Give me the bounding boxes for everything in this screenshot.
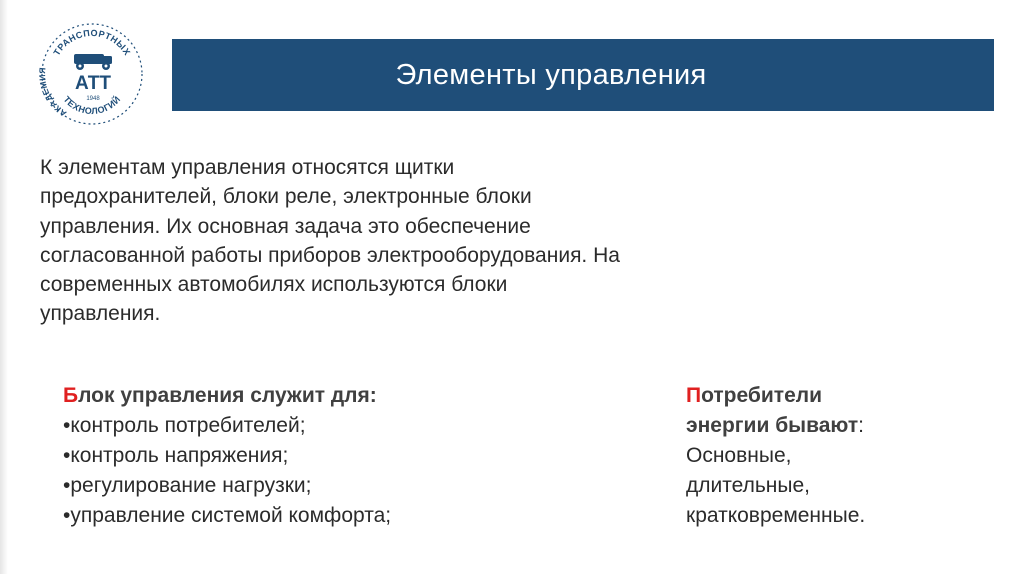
control-unit-list (63, 411, 583, 531)
intro-line: современных автомобилях используются блоки (40, 273, 508, 297)
slide-edge-shadow (0, 0, 8, 574)
control-unit-heading (63, 381, 583, 411)
consumers-block (686, 381, 986, 531)
title-bar (172, 39, 994, 111)
logo-ring-text-top: ТРАНСПОРТНЫХ (51, 27, 133, 58)
control-unit-block (63, 381, 583, 531)
logo-ring-text-left: АКАДЕМИЯ (36, 66, 69, 119)
consumers-heading-line2-text: энергии бывают (686, 414, 859, 437)
control-unit-heading-initial: Б (63, 384, 79, 407)
list-item: •контроль напряжения; (63, 444, 289, 467)
logo-year: 1948 (86, 96, 100, 102)
intro-line: управления. (40, 302, 161, 326)
intro-line: предохранителей, блоки реле, электронные блоки (40, 185, 532, 209)
intro-line: К элементам управления относятся щитки (40, 156, 455, 179)
academy-logo (36, 18, 148, 130)
control-unit-heading-rest: лок управления служит для: (78, 384, 377, 407)
consumers-heading-line1 (686, 381, 986, 411)
intro-paragraph (40, 153, 770, 329)
list-item: •регулирование нагрузки; (63, 474, 312, 497)
consumers-heading-line2 (686, 411, 986, 441)
intro-line: управления. Их основная задача это обеспечение (40, 214, 531, 238)
list-item: длительные, (686, 474, 811, 497)
consumers-heading-line1-rest: отребители (701, 384, 823, 407)
list-item: •контроль потребителей; (63, 414, 306, 437)
logo-ring-text-bottom: ТЕХНОЛОГИЙ (61, 94, 123, 117)
logo-center-text: АТТ (75, 73, 111, 94)
list-item: •управление системой комфорта; (63, 504, 392, 527)
list-item: кратковременные. (686, 504, 866, 527)
consumers-heading-initial: П (686, 384, 702, 407)
slide-title: Элементы управления (395, 58, 707, 91)
consumers-heading-colon: : (858, 414, 864, 437)
list-item: Основные, (686, 444, 792, 467)
intro-line: согласованной работы приборов электрооборудования. На (40, 243, 620, 267)
truck-icon (74, 54, 112, 70)
